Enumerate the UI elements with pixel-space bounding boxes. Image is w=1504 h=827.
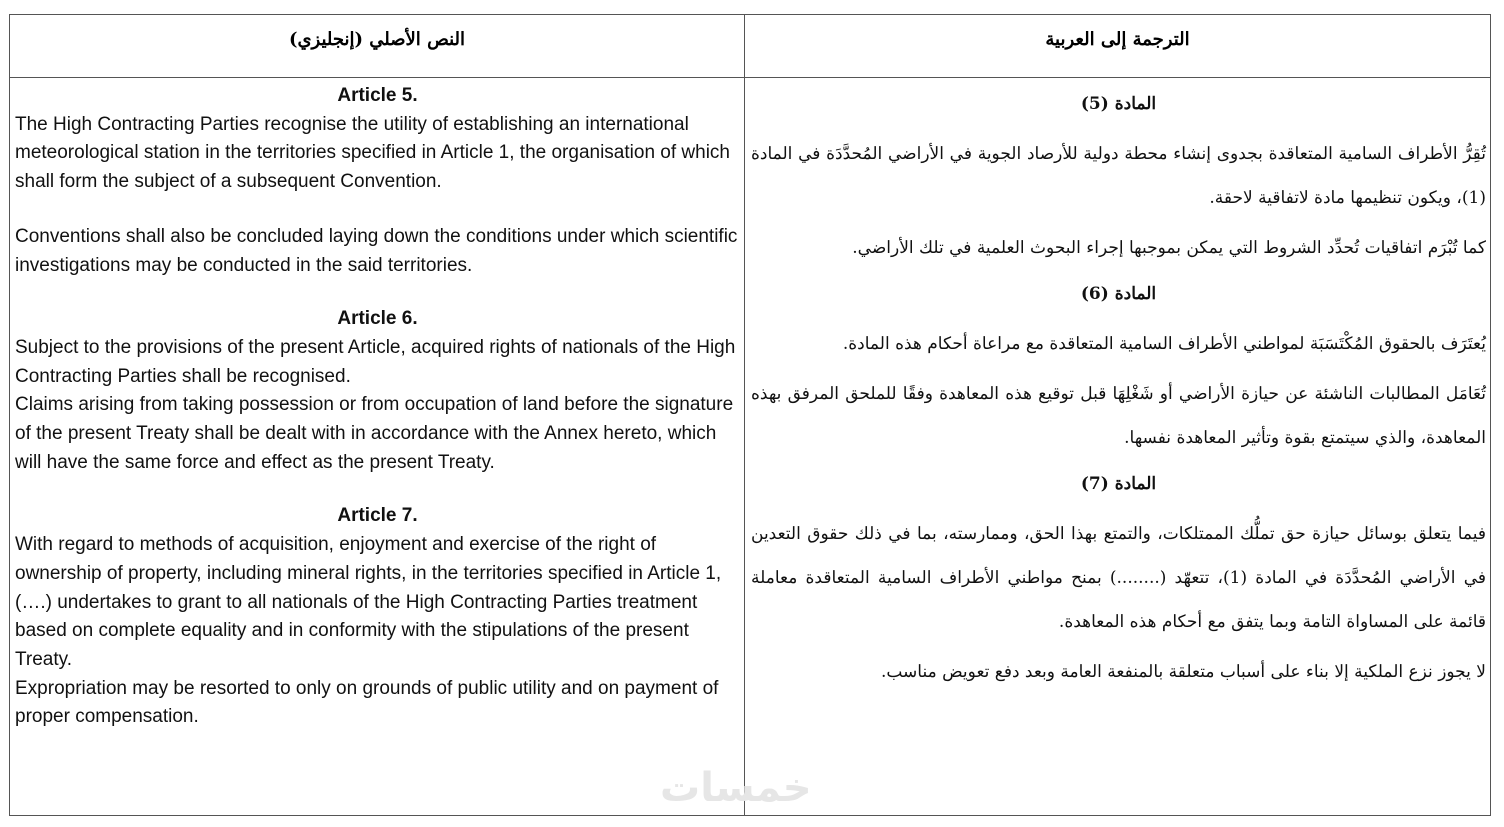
article-7-title: Article 7.: [337, 505, 418, 527]
arabic-article-5-paragraph-1: تُقِرُّ الأطراف السامية المتعاقدة بجدوى إنشاء محطة دولية للأرصاد الجوية في الأراضي المُحدَّدَة في المادة (1)، ويكون تنظيمها مادة لاتفاقية لاحقة.: [751, 144, 1486, 208]
article-6-paragraph-1: Subject to the provisions of the present Article, acquired rights of nationals of the High Contracting Parties shall be recognised.: [15, 336, 736, 387]
article-7-paragraph-2: Expropriation may be resorted to only on grounds of public utility and on payment of proper compensation.: [15, 677, 719, 728]
arabic-header-text: الترجمة إلى العربية: [1045, 29, 1190, 50]
arabic-article-5-title: المادة (5): [1080, 94, 1157, 114]
arabic-article-6-paragraph-1: يُعتَرَف بالحقوق المُكْتَسَبَة لمواطني الأطراف السامية المتعاقدة مع مراعاة أحكام هذه المادة.: [842, 334, 1486, 354]
article-5-paragraph-1: The High Contracting Parties recognise the utility of establishing an international meteorological station in the territories specified in Article 1, the organisation of which shall form the subject of a subsequent Convention.: [15, 113, 730, 193]
arabic-article-6-title: المادة (6): [1080, 284, 1157, 304]
arabic-article-6-paragraph-2: تُعَامَل المطالبات الناشئة عن حيازة الأراضي أو شَغْلِهَا قبل توقيع هذه المعاهدة وفقًا للملحق المرفق بهذه المعاهدة، والذي سيتمتع بقوة وتأثير المعاهدة نفسها.: [751, 384, 1486, 448]
translation-table: [9, 14, 1491, 816]
arabic-article-5-paragraph-2: كما تُبْرَم اتفاقيات تُحدِّد الشروط التي يمكن بموجبها إجراء البحوث العلمية في تلك الأراضي.: [852, 238, 1486, 258]
arabic-article-7-title: المادة (7): [1080, 474, 1157, 494]
article-5-title: Article 5.: [337, 85, 418, 106]
arabic-text-cell: [745, 78, 1491, 816]
english-text-cell: [10, 78, 745, 816]
watermark-logo: خمسات: [660, 765, 812, 811]
article-7-paragraph-1: With regard to methods of acquisition, enjoyment and exercise of the right of ownership of property, including mineral rights, in the territories specified in Article 1, (….) undertakes to grant to all nationals of the High Contracting Parties treatment based on complete equality and in conformity with the stipulations of the present Treaty.: [15, 534, 722, 670]
arabic-column-header: [745, 15, 1491, 78]
article-6-paragraph-2: Claims arising from taking possession or from occupation of land before the signature of the present Treaty shall be dealt with in accordance with the Annex hereto, which will have the same force and effect as the present Treaty.: [15, 394, 734, 473]
header-row: [10, 15, 1491, 78]
article-6-title: Article 6.: [337, 308, 418, 330]
article-5-paragraph-2: Conventions shall also be concluded laying down the conditions under which scientific investigations may be conducted in the said territories.: [15, 225, 738, 276]
content-row: [10, 78, 1491, 816]
arabic-article-7-paragraph-1: فيما يتعلق بوسائل حيازة حق تملُّك الممتلكات، والتمتع بهذا الحق، وممارسته، بما في ذلك حقوق التعدين في الأراضي المُحدَّدَة في المادة (1)، تتعهّد (........) بمنح مواطني الأطراف السامية المتعاقدة معاملة قائمة على المساواة التامة وبما يتفق مع أحكام هذه المعاهدة.: [751, 524, 1486, 632]
english-column-header: [10, 15, 745, 78]
arabic-article-7-paragraph-2: لا يجوز نزع الملكية إلا بناء على أسباب متعلقة بالمنفعة العامة وبعد دفع تعويض مناسب.: [880, 662, 1486, 682]
english-header-text: النص الأصلي (إنجليزي): [288, 29, 466, 50]
